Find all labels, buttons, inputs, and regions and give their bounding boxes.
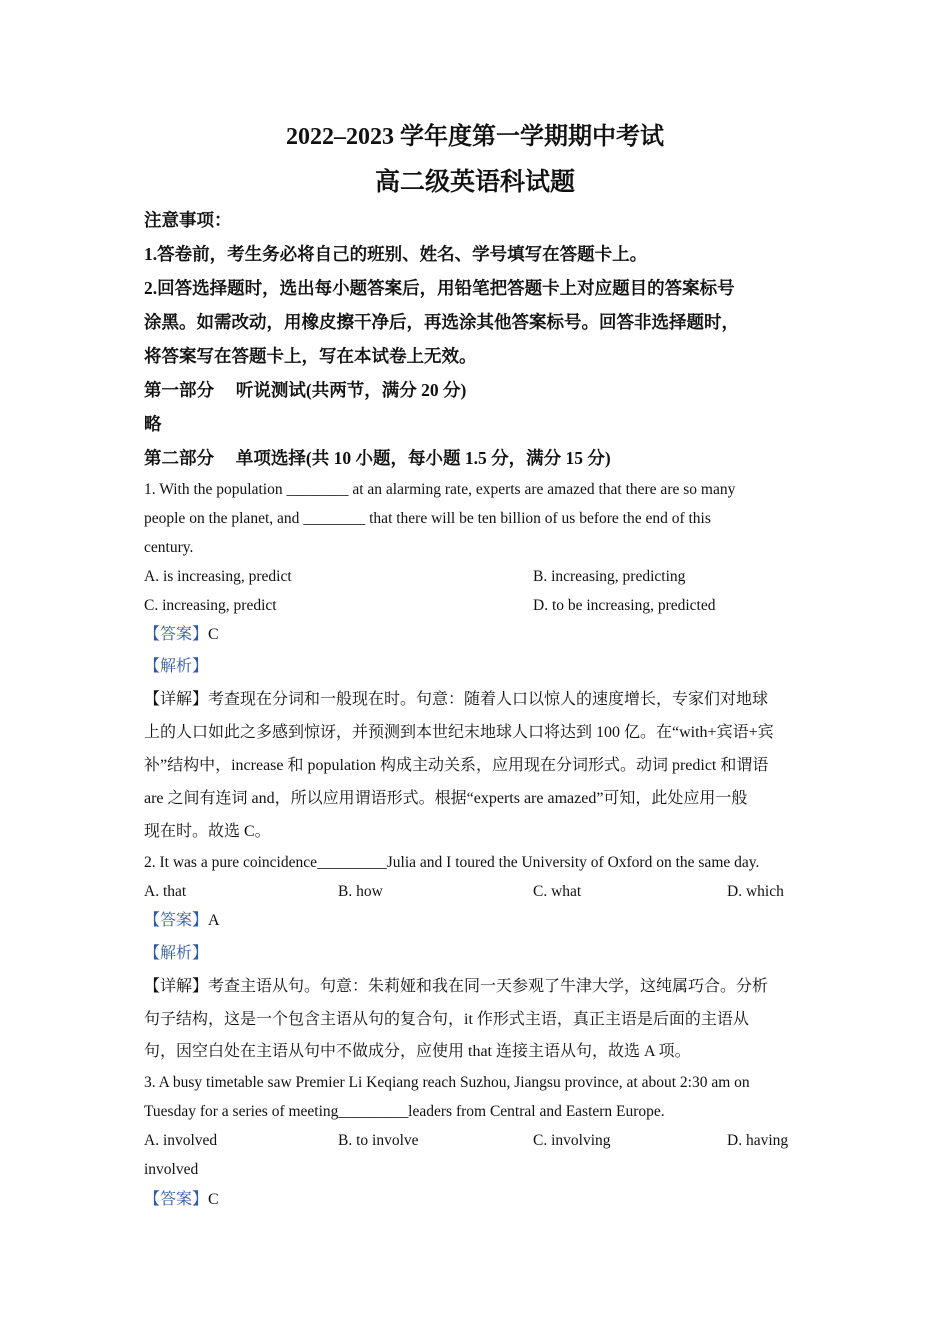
notice-item-2-line-3: 将答案写在答题卡上，写在本试卷上无效。 xyxy=(144,346,477,366)
q1-answer xyxy=(144,625,219,645)
q1-detail-line-3: 补”结构中，increase 和 population 构成主动关系，应用现在分词形式。动词 predict 和谓语 xyxy=(144,757,769,774)
q1-detail-line-4: are 之间有连词 and，所以应用谓语形式。根据“experts are amazed”可知，此处应用一般 xyxy=(144,790,748,807)
notice-item-1: 1.答卷前，考生务必将自己的班别、姓名、学号填写在答题卡上。 xyxy=(144,244,648,264)
q1-stem-line-1: 1. With the population ________ at an alarming rate, experts are amazed that there are so many xyxy=(144,481,736,498)
q3-answer-value: C xyxy=(208,1191,219,1208)
exam-subtitle: 高二级英语科试题 xyxy=(374,169,575,196)
q2-stem-line-1: 2. It was a pure coincidence_________Julia and I toured the University of Oxford on the same day. xyxy=(144,854,760,871)
q1-option-a: A. is increasing, predict xyxy=(144,568,292,585)
q3-answer-tag: 【答案】 xyxy=(144,1191,209,1208)
q2-answer xyxy=(144,911,220,931)
q3-option-c: C. involving xyxy=(533,1132,611,1149)
q2-answer-value: A xyxy=(208,912,220,929)
part2-heading: 第二部分 单项选择(共 10 小题，每小题 1.5 分，满分 15 分) xyxy=(144,448,611,468)
q3-stem-line-1: 3. A busy timetable saw Premier Li Keqiang reach Suzhou, Jiangsu province, at about 2:30 am on xyxy=(144,1074,750,1091)
q3-option-a: A. involved xyxy=(144,1132,218,1149)
q2-option-b: B. how xyxy=(338,883,383,900)
part1-heading: 第一部分 听说测试(共两节，满分 20 分) xyxy=(144,380,467,400)
q1-option-b: B. increasing, predicting xyxy=(533,568,686,585)
exam-title: 2022–2023 学年度第一学期期中考试 xyxy=(286,124,664,150)
q2-detail-line-2: 句子结构，这是一个包含主语从句的复合句，it 作形式主语，真正主语是后面的主语从 xyxy=(144,1011,749,1028)
q1-detail-line-2: 上的人口如此之多感到惊讶，并预测到本世纪末地球人口将达到 100 亿。在“with+宾语+宾 xyxy=(144,724,774,741)
q3-answer xyxy=(144,1190,219,1210)
q2-option-c: C. what xyxy=(533,883,582,900)
notice-heading: 注意事项： xyxy=(144,210,232,230)
part1-note: 略 xyxy=(144,414,162,434)
q1-stem-line-2: people on the planet, and ________ that there will be ten billion of us before the end of this xyxy=(144,510,711,527)
notice-item-2-line-2: 涂黑。如需改动，用橡皮擦干净后，再选涂其他答案标号。回答非选择题时， xyxy=(144,312,739,332)
q1-detail-line-5: 现在时。故选 C。 xyxy=(144,823,271,840)
q2-option-a: A. that xyxy=(144,883,187,900)
q1-answer-value: C xyxy=(208,626,219,643)
q3-option-d-continued: involved xyxy=(144,1161,199,1178)
q2-detail-line-1: 【详解】考查主语从句。句意：朱莉娅和我在同一天参观了牛津大学，这纯属巧合。分析 xyxy=(144,978,769,995)
q2-option-d: D. which xyxy=(727,883,784,900)
q2-analysis-tag: 【解析】 xyxy=(144,945,209,962)
q1-option-c: C. increasing, predict xyxy=(144,597,277,614)
q1-analysis-tag: 【解析】 xyxy=(144,658,209,675)
q1-answer-tag: 【答案】 xyxy=(144,626,209,643)
q2-detail-line-3: 句，因空白处在主语从句中不做成分，应使用 that 连接主语从句，故选 A 项。 xyxy=(144,1043,691,1060)
q1-stem-line-3: century. xyxy=(144,539,194,556)
q3-stem-line-2: Tuesday for a series of meeting_________leaders from Central and Eastern Europe. xyxy=(144,1103,665,1120)
q1-option-d: D. to be increasing, predicted xyxy=(533,597,716,614)
notice-item-2-line-1: 2.回答选择题时，选出每小题答案后，用铅笔把答题卡上对应题目的答案标号 xyxy=(144,278,735,298)
q3-option-b: B. to involve xyxy=(338,1132,419,1149)
q2-answer-tag: 【答案】 xyxy=(144,912,209,929)
q3-option-d: D. having xyxy=(727,1132,789,1149)
q1-detail-line-1: 【详解】考查现在分词和一般现在时。句意：随着人口以惊人的速度增长，专家们对地球 xyxy=(144,691,769,708)
